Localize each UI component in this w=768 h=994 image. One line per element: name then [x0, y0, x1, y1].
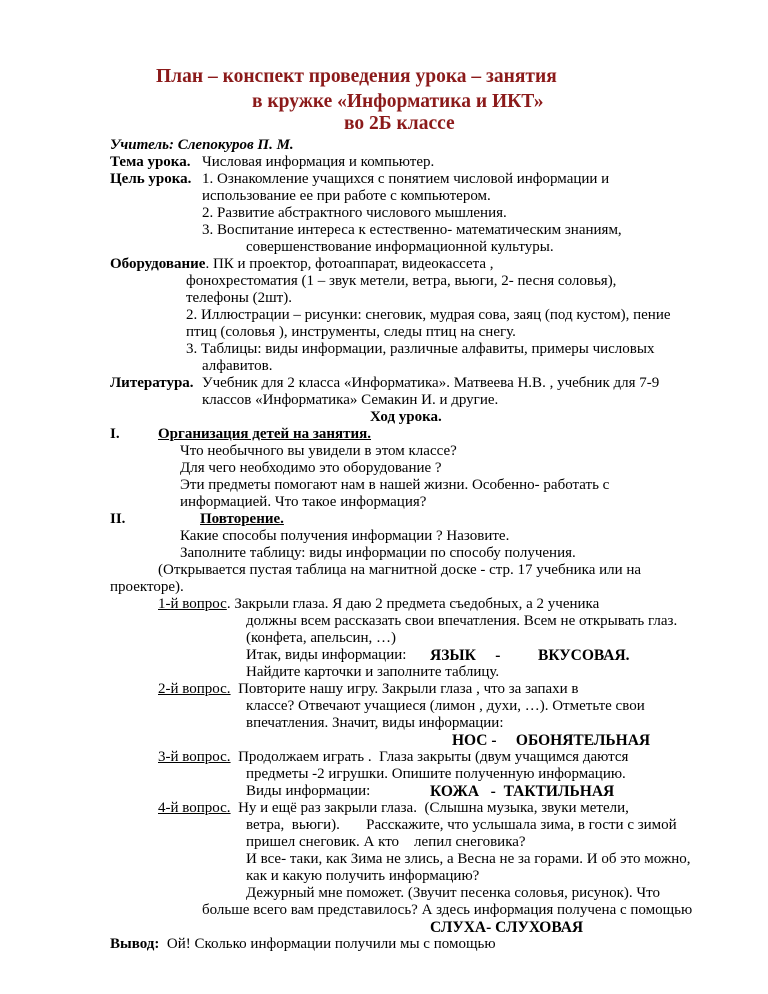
equipment-line: 3. Таблицы: виды информации, различные алфавиты, примеры числовых: [186, 341, 655, 357]
goal-line: 2. Развитие абстрактного числового мышления.: [202, 205, 507, 221]
section-1-title: Организация детей на занятия.: [158, 426, 372, 442]
question-2-answer: НОС - ОБОНЯТЕЛЬНАЯ: [452, 732, 651, 749]
section-2-title: Повторение.: [200, 511, 284, 527]
question-3-line: Виды информации:: [246, 783, 371, 799]
goal-line: совершенствование информационной культуры.: [246, 239, 554, 255]
section-2-line: Какие способы получения информации ? Назовите.: [180, 528, 510, 544]
question-1-organ: ЯЗЫК -: [430, 647, 501, 664]
question-3-answer: КОЖА - ТАКТИЛЬНАЯ: [430, 783, 615, 800]
goal-label: Цель урока.: [110, 171, 192, 187]
question-4-text: Ну и ещё раз закрыли глаза. (Слышна музыка, звуки метели,: [230, 800, 629, 816]
equipment-line: 2. Иллюстрации – рисунки: снеговик, мудрая сова, заяц (под кустом), пение: [186, 307, 671, 323]
section-1-line: Эти предметы помогают нам в нашей жизни. Особенно- работать с: [180, 477, 610, 493]
section-2-line: Заполните таблицу: виды информации по способу получения.: [180, 545, 576, 561]
equipment-line: . ПК и проектор, фотоаппарат, видеокассета ,: [205, 256, 494, 272]
question-4-answer: СЛУХА- СЛУХОВАЯ: [430, 919, 584, 936]
question-4-label: 4-й вопрос.: [158, 800, 231, 816]
question-4-line: ветра, вьюги). Расскажите, что услышала зима, в гости с зимой: [246, 817, 677, 833]
section-2-line: (Открывается пустая таблица на магнитной доске - стр. 17 учебника или на: [158, 562, 642, 578]
title-line-1: План – конспект проведения урока – занятия: [156, 66, 557, 87]
literature-line: классов «Информатика» Семакин И. и другие.: [202, 392, 499, 408]
goal-line: 3. Воспитание интереса к естественно- математическим знаниям,: [202, 222, 622, 238]
equipment-line: птиц (соловья ), инструменты, следы птиц на снегу.: [186, 324, 516, 340]
question-4-first-line: [158, 800, 629, 817]
question-4-line: И все- таки, как Зима не злись, а Весна не за горами. И об это можно,: [246, 851, 691, 867]
equipment-label: Оборудование: [110, 256, 206, 272]
section-1-line: информацией. Что такое информация?: [180, 494, 427, 510]
question-2-text: Повторите нашу игру. Закрыли глаза , что за запахи в: [230, 681, 579, 697]
title-line-2: в кружке «Информатика и ИКТ»: [252, 91, 544, 112]
section-1-line: Что необычного вы увидели в этом классе?: [180, 443, 457, 459]
section-2-number: II.: [110, 511, 126, 527]
topic-label: Тема урока.: [110, 154, 191, 170]
question-4-line: как и какую получить информацию?: [246, 868, 480, 884]
question-3-text: Продолжаем играть . Глаза закрыты (двум учащимся даются: [230, 749, 629, 765]
question-1-line: Найдите карточки и заполните таблицу.: [246, 664, 500, 680]
question-1-first-line: [158, 596, 599, 613]
conclusion-line: [110, 936, 496, 953]
equipment-first-line: [110, 256, 494, 273]
question-3-first-line: [158, 749, 628, 766]
question-1-line: должны всем рассказать свои впечатления. Всем не открывать глаз.: [246, 613, 678, 629]
question-2-line: классе? Отвечают учащиеся (лимон , духи, …). Отметьте свои: [246, 698, 645, 714]
lesson-heading: Ход урока.: [370, 409, 442, 425]
question-1-line: Итак, виды информации:: [246, 647, 407, 663]
question-1-label: 1-й вопрос: [158, 596, 227, 612]
question-4-line: больше всего вам представилось? А здесь информация получена с помощью: [202, 902, 693, 918]
title-line-3: во 2Б классе: [344, 113, 455, 134]
question-4-line: пришел снеговик. А кто лепил снеговика?: [246, 834, 526, 850]
question-3-line: предметы -2 игрушки. Опишите полученную информацию.: [246, 766, 626, 782]
literature-label: Литература.: [110, 375, 194, 391]
teacher-line: Учитель: Слепокуров П. М.: [110, 137, 294, 153]
conclusion-label: Вывод:: [110, 936, 160, 952]
equipment-line: фонохрестоматия (1 – звук метели, ветра, вьюги, 2- песня соловья),: [186, 273, 617, 289]
goal-line: использование ее при работе с компьютером.: [202, 188, 491, 204]
question-2-line: впечатления. Значит, виды информации:: [246, 715, 504, 731]
question-1-text: . Закрыли глаза. Я даю 2 предмета съедобных, а 2 ученика: [226, 596, 600, 612]
section-1-number: I.: [110, 426, 120, 442]
topic-text: Числовая информация и компьютер.: [202, 154, 435, 170]
section-1-line: Для чего необходимо это оборудование ?: [180, 460, 442, 476]
question-2-label: 2-й вопрос.: [158, 681, 231, 697]
conclusion-text: Ой! Сколько информации получили мы с помощью: [159, 936, 496, 952]
question-2-first-line: [158, 681, 579, 698]
goal-line: 1. Ознакомление учащихся с понятием числовой информации и: [202, 171, 610, 187]
question-3-label: 3-й вопрос.: [158, 749, 231, 765]
equipment-line: телефоны (2шт).: [186, 290, 292, 306]
question-1-kind: ВКУСОВАЯ.: [538, 647, 630, 664]
question-1-line: (конфета, апельсин, …): [246, 630, 396, 646]
question-4-line: Дежурный мне поможет. (Звучит песенка соловья, рисунок). Что: [246, 885, 661, 901]
equipment-line: алфавитов.: [202, 358, 273, 374]
section-2-line: проекторе).: [110, 579, 184, 595]
literature-line: Учебник для 2 класса «Информатика». Матвеева Н.В. , учебник для 7-9: [202, 375, 660, 391]
